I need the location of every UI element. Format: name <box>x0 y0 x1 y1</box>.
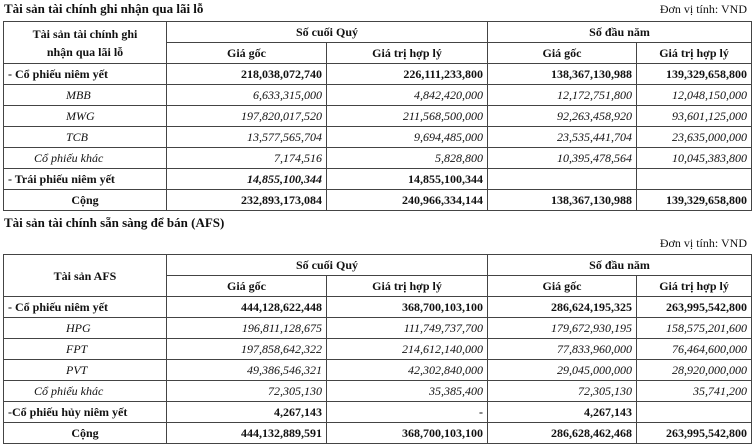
row-label: MBB <box>4 85 167 106</box>
cell-value: 12,172,751,800 <box>488 85 637 106</box>
table2-group-end: Số cuối Quý <box>167 255 488 276</box>
cell-value: 77,833,960,000 <box>488 339 637 360</box>
table-row <box>4 360 752 381</box>
cell-value: 196,811,128,675 <box>167 318 327 339</box>
cell-value: 9,694,485,000 <box>327 127 488 148</box>
row-label: TCB <box>4 127 167 148</box>
table2-unit: Đơn vị tính: VND <box>659 236 747 250</box>
cell-value: 263,995,542,800 <box>637 423 752 444</box>
table2-col-fair-start: Giá trị hợp lý <box>637 276 752 297</box>
table-row <box>4 64 752 85</box>
row-label: - Cổ phiếu niêm yết <box>4 297 167 318</box>
cell-value: 158,575,201,600 <box>637 318 752 339</box>
table1 <box>3 21 752 211</box>
cell-value: 10,395,478,564 <box>488 148 637 169</box>
cell-value <box>637 169 752 190</box>
table2-title: Tài sản tài chính sẵn sàng để bán (AFS) <box>4 215 225 230</box>
row-label: HPG <box>4 318 167 339</box>
table1-corner-header <box>4 22 167 64</box>
cell-value: 218,038,072,740 <box>167 64 327 85</box>
table1-group-start: Số đầu năm <box>488 22 752 43</box>
cell-value: 92,263,458,920 <box>488 106 637 127</box>
cell-value: 111,749,737,700 <box>327 318 488 339</box>
table2-header-row-1 <box>4 255 752 276</box>
cell-value: 14,855,100,344 <box>327 169 488 190</box>
table2-col-cost-start: Giá gốc <box>488 276 637 297</box>
row-label: PVT <box>4 360 167 381</box>
cell-value: 286,628,462,468 <box>488 423 637 444</box>
table-row <box>4 106 752 127</box>
table-row <box>4 127 752 148</box>
row-label: -Cổ phiếu hủy niêm yết <box>4 402 167 423</box>
cell-value: 286,624,195,325 <box>488 297 637 318</box>
table1-corner-line2: nhận qua lãi lỗ <box>46 44 124 59</box>
cell-value: 72,305,130 <box>488 381 637 402</box>
cell-value: 368,700,103,100 <box>327 297 488 318</box>
cell-value <box>637 402 752 423</box>
cell-value: 197,858,642,322 <box>167 339 327 360</box>
table1-corner-line1: Tài sản tài chính ghi <box>32 26 138 41</box>
cell-value: 232,893,173,084 <box>167 190 327 211</box>
cell-value: 23,535,441,704 <box>488 127 637 148</box>
cell-value: 29,045,000,000 <box>488 360 637 381</box>
cell-value: 13,577,565,704 <box>167 127 327 148</box>
cell-value: 93,601,125,000 <box>637 106 752 127</box>
cell-value: 214,612,140,000 <box>327 339 488 360</box>
cell-value: 7,174,516 <box>167 148 327 169</box>
table2-col-fair-end: Giá trị hợp lý <box>327 276 488 297</box>
table1-header-row-1 <box>4 22 752 43</box>
cell-value: 35,385,400 <box>327 381 488 402</box>
table1-col-cost-end: Giá gốc <box>167 43 327 64</box>
table1-group-end: Số cuối Quý <box>167 22 488 43</box>
cell-value: 76,464,600,000 <box>637 339 752 360</box>
table2 <box>3 254 752 444</box>
table1-col-cost-start: Giá gốc <box>488 43 637 64</box>
table-row <box>4 148 752 169</box>
table-row <box>4 85 752 106</box>
table-total-row <box>4 423 752 444</box>
row-label: Cổ phiếu khác <box>4 148 167 169</box>
cell-value: 444,132,889,591 <box>167 423 327 444</box>
cell-value: 10,045,383,800 <box>637 148 752 169</box>
cell-value: 179,672,930,195 <box>488 318 637 339</box>
row-label: Cổ phiếu khác <box>4 381 167 402</box>
table2-group-start: Số đầu năm <box>488 255 752 276</box>
cell-value: 240,966,334,144 <box>327 190 488 211</box>
row-label: - Cổ phiếu niêm yết <box>4 64 167 85</box>
row-label: - Trái phiếu niêm yết <box>4 169 167 190</box>
cell-value: 368,700,103,100 <box>327 423 488 444</box>
cell-value: 197,820,017,520 <box>167 106 327 127</box>
cell-value: 226,111,233,800 <box>327 64 488 85</box>
table-row <box>4 318 752 339</box>
cell-value: 4,267,143 <box>167 402 327 423</box>
table1-unit: Đơn vị tính: VND <box>659 2 747 16</box>
cell-value: 23,635,000,000 <box>637 127 752 148</box>
cell-value: 72,305,130 <box>167 381 327 402</box>
cell-value: 6,633,315,000 <box>167 85 327 106</box>
cell-value: 4,267,143 <box>488 402 637 423</box>
table-row <box>4 381 752 402</box>
cell-value: 444,128,622,448 <box>167 297 327 318</box>
cell-value: 49,386,546,321 <box>167 360 327 381</box>
table-row <box>4 297 752 318</box>
cell-value: 12,048,150,000 <box>637 85 752 106</box>
cell-value <box>488 169 637 190</box>
cell-value: 35,741,200 <box>637 381 752 402</box>
cell-value: - <box>327 402 488 423</box>
table-row <box>4 402 752 423</box>
row-label: MWG <box>4 106 167 127</box>
table-total-row <box>4 190 752 211</box>
table-row <box>4 169 752 190</box>
table1-title: Tài sản tài chính ghi nhận qua lãi lỗ <box>4 1 204 16</box>
cell-value: 139,329,658,800 <box>637 190 752 211</box>
cell-value: 14,855,100,344 <box>167 169 327 190</box>
cell-value: 4,842,420,000 <box>327 85 488 106</box>
cell-value: 211,568,500,000 <box>327 106 488 127</box>
table1-col-fair-end: Giá trị hợp lý <box>327 43 488 64</box>
table1-col-fair-start: Giá trị hợp lý <box>637 43 752 64</box>
cell-value: 28,920,000,000 <box>637 360 752 381</box>
cell-value: 5,828,800 <box>327 148 488 169</box>
row-label: Cộng <box>4 423 167 444</box>
cell-value: 42,302,840,000 <box>327 360 488 381</box>
cell-value: 139,329,658,800 <box>637 64 752 85</box>
table2-corner-header: Tài sản AFS <box>4 255 167 297</box>
table-row <box>4 339 752 360</box>
row-label: FPT <box>4 339 167 360</box>
cell-value: 263,995,542,800 <box>637 297 752 318</box>
table2-col-cost-end: Giá gốc <box>167 276 327 297</box>
cell-value: 138,367,130,988 <box>488 64 637 85</box>
cell-value: 138,367,130,988 <box>488 190 637 211</box>
row-label: Cộng <box>4 190 167 211</box>
